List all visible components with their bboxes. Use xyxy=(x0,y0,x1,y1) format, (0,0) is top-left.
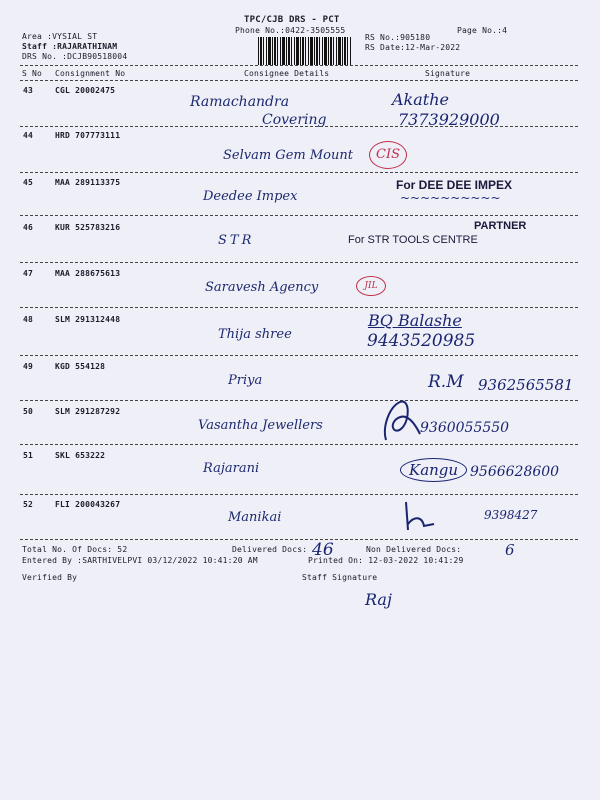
company-stamp: For DEE DEE IMPEX xyxy=(396,178,513,192)
consignee-handwritten: Deedee Impex xyxy=(203,189,298,204)
receiver-signature: R.M xyxy=(428,372,464,392)
non-delivered-docs-count: 6 xyxy=(505,541,515,559)
phone-number: Phone No.:0422-3505555 xyxy=(235,26,346,35)
row-consignment: HRD 707773111 xyxy=(55,131,121,140)
row-sno: 52 xyxy=(23,500,34,509)
row-sno: 45 xyxy=(23,178,34,187)
staff-signature: Raj xyxy=(365,590,392,609)
row-consignment: MAA 288675613 xyxy=(55,269,121,278)
staff-signature-label: Staff Signature xyxy=(302,573,378,582)
consignee-handwritten: STR xyxy=(218,233,255,248)
consignee-handwritten: Vasantha Jewellers xyxy=(198,418,323,433)
receiver-signature: JIL xyxy=(356,276,386,296)
divider xyxy=(20,494,578,495)
col-sno: S No xyxy=(22,69,43,78)
divider xyxy=(20,262,578,263)
barcode-image xyxy=(258,37,351,65)
receiver-signature: CIS xyxy=(369,141,407,169)
receiver-phone: 9398427 xyxy=(484,508,538,522)
rs-date: RS Date:12-Mar-2022 xyxy=(365,43,461,52)
consignee-handwritten: Priya xyxy=(228,373,263,388)
consignee-handwritten: Rajarani xyxy=(203,461,260,476)
row-consignment: KGD 554128 xyxy=(55,362,106,371)
divider xyxy=(20,126,578,127)
row-sno: 50 xyxy=(23,407,34,416)
stamp-partner: PARTNER xyxy=(474,220,527,232)
drs-number: DRS No. :DCJB90518004 xyxy=(22,52,128,61)
consignee-handwritten: Saravesh Agency xyxy=(205,280,319,295)
divider xyxy=(20,65,578,66)
consignee-handwritten: Thija shree xyxy=(218,327,292,342)
row-consignment: CGL 20002475 xyxy=(55,86,116,95)
receiver-phone: 9362565581 xyxy=(478,376,574,394)
row-consignment: SKL 653222 xyxy=(55,451,106,460)
row-sno: 44 xyxy=(23,131,34,140)
area-label: Area :VYSIAL ST xyxy=(22,32,98,41)
receiver-phone: 9566628600 xyxy=(470,464,560,480)
consignee-handwritten: Manikai xyxy=(228,510,282,525)
divider xyxy=(20,400,578,401)
total-docs: Total No. Of Docs: 52 xyxy=(22,545,128,554)
divider xyxy=(20,172,578,173)
rs-number: RS No.:905180 xyxy=(365,33,431,42)
receiver-signature: Kangu xyxy=(400,458,467,482)
col-consignment: Consignment No xyxy=(55,69,126,78)
row-sno: 46 xyxy=(23,223,34,232)
verified-by: Verified By xyxy=(22,573,78,582)
delivered-docs-label: Delivered Docs: xyxy=(232,545,308,554)
company-stamp: For STR TOOLS CENTRE xyxy=(348,234,478,246)
col-consignee: Consignee Details xyxy=(244,69,330,78)
col-signature: Signature xyxy=(425,69,471,78)
row-consignment: SLM 291312448 xyxy=(55,315,121,324)
consignee-handwritten: Ramachandra xyxy=(190,94,290,110)
non-delivered-docs-label: Non Delivered Docs: xyxy=(366,545,462,554)
receiver-signature: Akathe xyxy=(392,90,449,109)
document-title: TPC/CJB DRS - PCT xyxy=(244,15,340,25)
receiver-signature: ~~~~~~~~~~ xyxy=(400,191,501,205)
row-sno: 43 xyxy=(23,86,34,95)
consignee-handwritten: Covering xyxy=(262,112,327,128)
divider xyxy=(20,355,578,356)
receiver-phone: 7373929000 xyxy=(398,110,500,129)
staff-label: Staff :RAJARATHINAM xyxy=(22,42,118,51)
row-sno: 47 xyxy=(23,269,34,278)
delivered-docs-count: 46 xyxy=(312,540,334,560)
row-consignment: FLI 200043267 xyxy=(55,500,121,509)
receiver-signature: BQ Balashe xyxy=(368,311,462,330)
entered-by: Entered By :SARTHIVELPVI 03/12/2022 10:41:20 AM xyxy=(22,556,258,565)
row-sno: 49 xyxy=(23,362,34,371)
receiver-signature xyxy=(380,396,424,448)
printed-on: Printed On: 12-03-2022 10:41:29 xyxy=(308,556,464,565)
receiver-phone: 9360055550 xyxy=(420,420,510,436)
receiver-phone: 9443520985 xyxy=(367,331,476,351)
row-sno: 51 xyxy=(23,451,34,460)
divider xyxy=(20,215,578,216)
consignee-handwritten: Selvam Gem Mount xyxy=(223,148,353,163)
divider xyxy=(20,444,578,445)
row-consignment: MAA 289113375 xyxy=(55,178,121,187)
divider xyxy=(20,539,578,540)
row-consignment: SLM 291287292 xyxy=(55,407,121,416)
row-consignment: KUR 525783216 xyxy=(55,223,121,232)
receiver-signature xyxy=(400,498,440,534)
divider xyxy=(20,307,578,308)
divider xyxy=(20,80,578,81)
page-number: Page No.:4 xyxy=(457,26,508,35)
row-sno: 48 xyxy=(23,315,34,324)
